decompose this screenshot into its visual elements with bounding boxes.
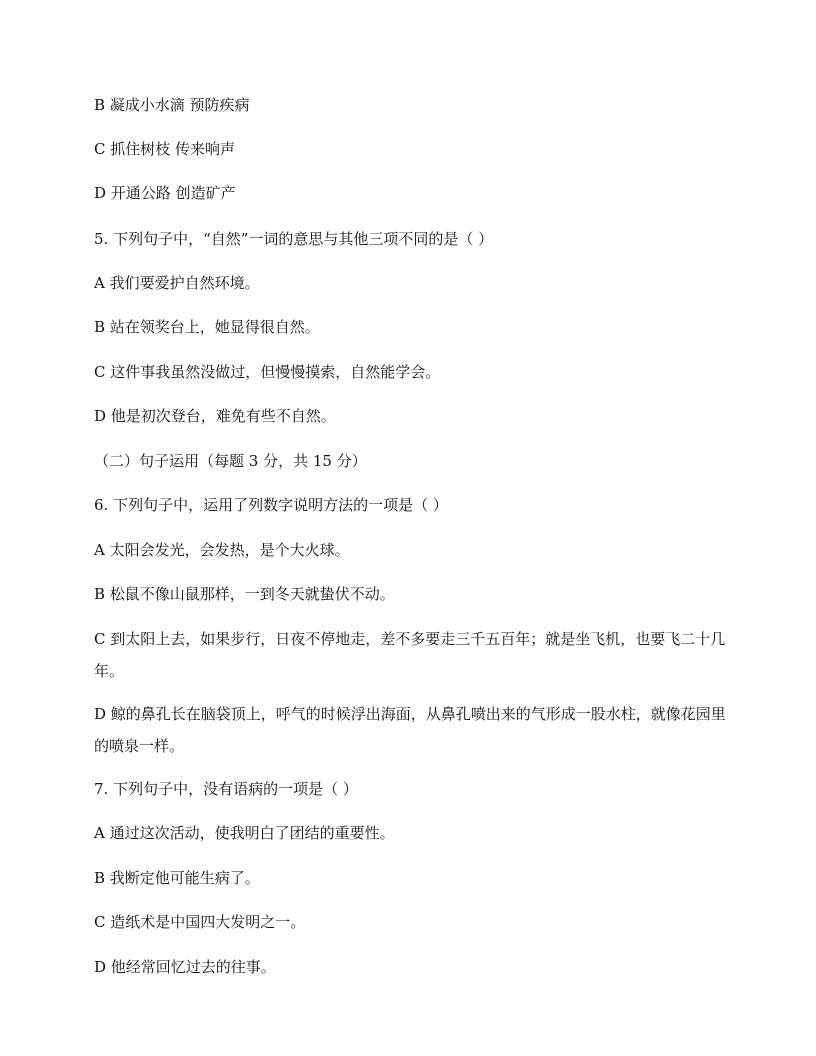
option-a-q5: A 我们要爱护自然环境。	[94, 274, 260, 292]
option-c-q7: C 造纸术是中国四大发明之一。	[94, 913, 306, 931]
option-d-q5: D 他是初次登台，难免有些不自然。	[94, 407, 336, 425]
option-a-q7: A 通过这次活动，使我明白了团结的重要性。	[94, 824, 395, 842]
option-a-q6: A 太阳会发光，会发热，是个大火球。	[94, 541, 350, 559]
option-c-q5: C 这件事我虽然没做过，但慢慢摸索，自然能学会。	[94, 363, 441, 381]
option-d-q4: D 开通公路 创造矿产	[94, 184, 236, 202]
question-6: 6. 下列句子中，运用了列数字说明方法的一项是（ ）	[94, 496, 448, 514]
option-d-q6: D 鲸的鼻孔长在脑袋顶上，呼气的时候浮出海面，从鼻孔喷出来的气形成一股水柱，就像花园里的喷泉一样。	[94, 705, 726, 755]
option-d-q7: D 他经常回忆过去的往事。	[94, 958, 276, 976]
option-b-q4: B 凝成小水滴 预防疾病	[94, 96, 250, 114]
option-b-q6: B 松鼠不像山鼠那样，一到冬天就蛰伏不动。	[94, 585, 395, 603]
question-5: 5. 下列句子中，“自然”一词的意思与其他三项不同的是（ ）	[94, 230, 494, 248]
option-c-q6: C 到太阳上去，如果步行，日夜不停地走，差不多要走三千五百年；就是坐飞机，也要飞二十几年。	[94, 630, 726, 680]
option-b-q5: B 站在领奖台上，她显得很自然。	[94, 318, 320, 336]
question-7: 7. 下列句子中，没有语病的一项是（ ）	[94, 780, 358, 798]
option-c-q4: C 抓住树枝 传来响声	[94, 140, 236, 158]
option-b-q7: B 我断定他可能生病了。	[94, 869, 260, 887]
section-heading-sentence-usage: （二）句子运用（每题 3 分，共 15 分）	[94, 452, 367, 470]
